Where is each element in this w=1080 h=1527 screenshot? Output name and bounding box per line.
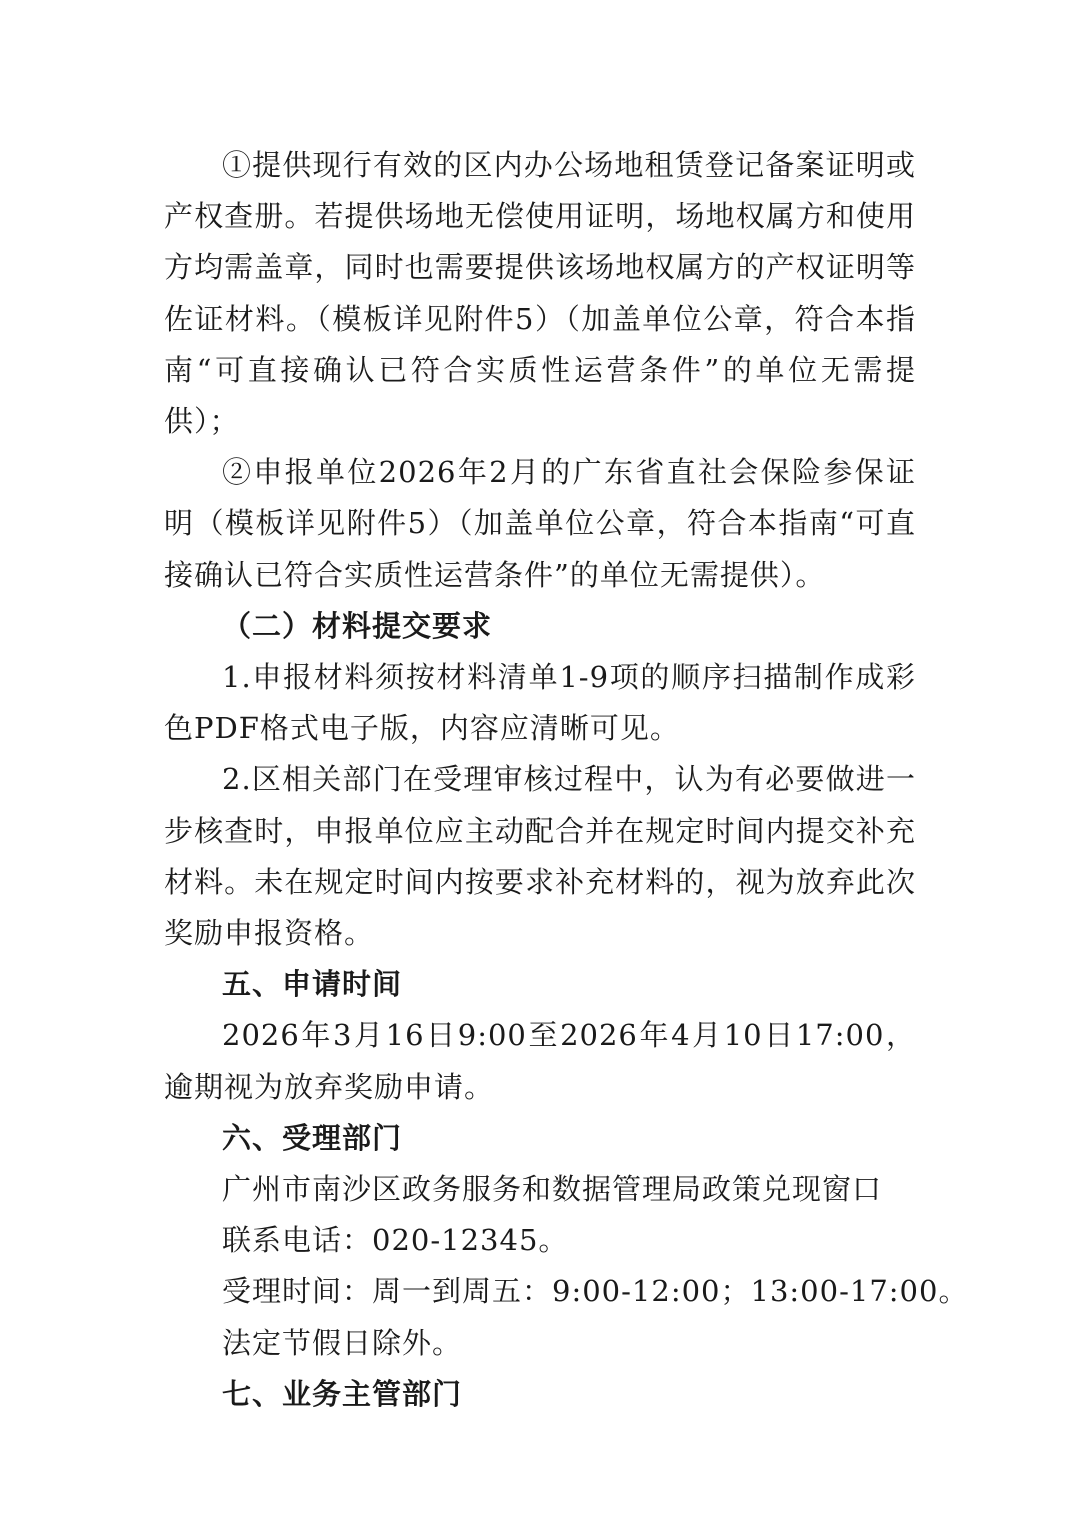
- heading-materials-requirements: （二）材料提交要求: [222, 608, 493, 643]
- paragraph-office-proof: ①提供现行有效的区内办公场地租赁登记备案证明或产权查册。若提供场地无偿使用证明，场地权属方和使用方均需盖章，同时也需要提供该场地权属方的产权证明等佐证材料。（模板详见附件5）（加盖单位公章，符合本指南“可直接确认已符合实质性运营条件”的单位无需提供）；: [164, 148, 916, 439]
- document-page: [164, 140, 969, 1420]
- paragraph-social-insurance: ②申报单位2026年2月的广东省直社会保险参保证明（模板详见附件5）（加盖单位公章，符合本指南“可直接确认已符合实质性运营条件”的单位无需提供）。: [164, 455, 916, 592]
- department-phone: 联系电话：020-12345。: [222, 1223, 569, 1258]
- department-holiday-note: 法定节假日除外。: [222, 1325, 463, 1360]
- paragraph-application-period: 2026年3月16日9:00至2026年4月10日17:00，逾期视为放弃奖励申请。: [164, 1018, 916, 1104]
- heading-supervising-department: 七、业务主管部门: [222, 1376, 463, 1411]
- department-hours: 受理时间：周一到周五：9:00-12:00；13:00-17:00。: [222, 1274, 969, 1309]
- paragraph-supplementary-materials: 2.区相关部门在受理审核过程中，认为有必要做进一步核查时，申报单位应主动配合并在规定时间内提交补充材料。未在规定时间内按要求补充材料的，视为放弃此次奖励申报资格。: [164, 762, 916, 951]
- department-name: 广州市南沙区政务服务和数据管理局政策兑现窗口: [222, 1172, 883, 1207]
- heading-accepting-department: 六、受理部门: [222, 1120, 403, 1155]
- paragraph-scan-requirement: 1.申报材料须按材料清单1-9项的顺序扫描制作成彩色PDF格式电子版，内容应清晰可见。: [164, 660, 916, 746]
- heading-application-time: 五、申请时间: [222, 967, 403, 1002]
